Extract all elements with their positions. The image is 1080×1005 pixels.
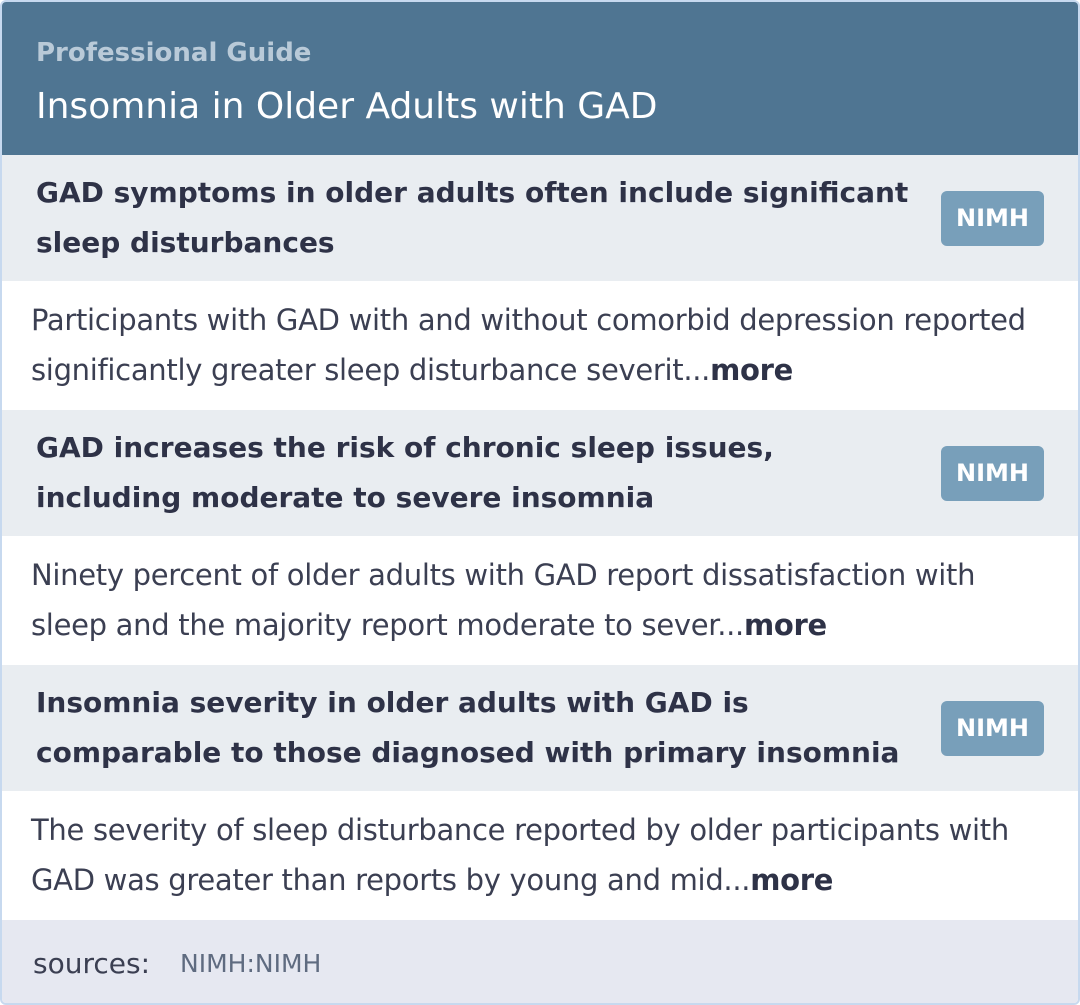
finding-header-1 <box>2 155 1078 281</box>
finding-summary-text-2: Ninety percent of older adults with GAD report dissatisfaction with sleep and the majority report moderate to sever... <box>31 558 976 642</box>
source-badge-1[interactable]: NIMH <box>941 191 1044 246</box>
finding-summary-text-3: The severity of sleep disturbance reported by older participants with GAD was greater than reports by young and mid... <box>31 813 1009 897</box>
finding-summary-1 <box>2 281 1078 410</box>
finding-title-3: Insomnia severity in older adults with GAD is comparable to those diagnosed with primary insomnia <box>36 686 900 769</box>
finding-summary-3 <box>2 791 1078 920</box>
guide-kicker: Professional Guide <box>36 38 312 68</box>
guide-header <box>2 2 1078 155</box>
source-badge-3[interactable]: NIMH <box>941 701 1044 756</box>
page-title: Insomnia in Older Adults with GAD <box>36 86 658 127</box>
more-link-2[interactable]: more <box>743 608 827 642</box>
finding-summary-text-1: Participants with GAD with and without comorbid depression reported significantly greater sleep disturbance severit... <box>31 303 1026 387</box>
sources-label: sources: <box>33 947 151 980</box>
source-badge-2[interactable]: NIMH <box>941 446 1044 501</box>
more-link-1[interactable]: more <box>710 353 794 387</box>
finding-summary-2 <box>2 536 1078 665</box>
more-link-3[interactable]: more <box>750 863 834 897</box>
finding-title-2: GAD increases the risk of chronic sleep issues, including moderate to severe insomnia <box>36 431 774 514</box>
finding-title-1: GAD symptoms in older adults often include significant sleep disturbances <box>36 176 909 259</box>
finding-header-3 <box>2 665 1078 791</box>
sources-footer <box>2 920 1078 1005</box>
sources-value: NIMH:NIMH <box>180 949 322 978</box>
finding-header-2 <box>2 410 1078 536</box>
